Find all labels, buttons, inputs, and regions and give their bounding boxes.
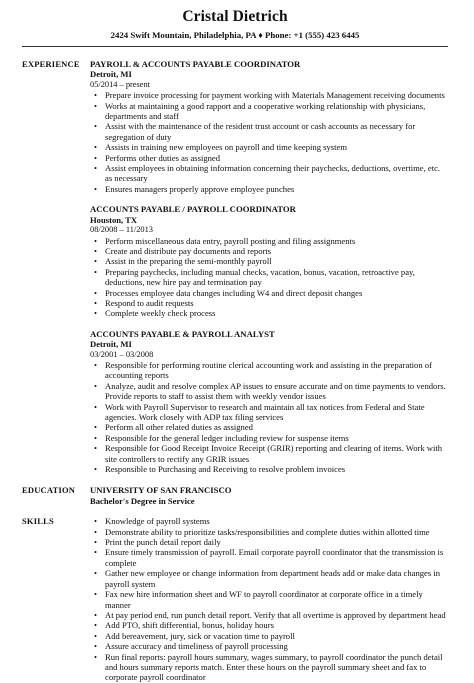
duty-item: • Preparing paychecks, including manual checks, vacation, bonus, vacation, retroactive pay, deductions, new hire pay and termination pay bbox=[90, 267, 448, 288]
job-location: Detroit, MI bbox=[90, 69, 132, 80]
skill-item: • Demonstrate ability to prioritize tasks/responsibilities and complete duties within allotted time bbox=[90, 527, 448, 537]
job-entry bbox=[90, 59, 448, 194]
duty-item: • Prepare invoice processing for payment working with Materials Management receiving documents bbox=[90, 90, 448, 100]
job-title: ACCOUNTS PAYABLE & PAYROLL ANALYST bbox=[90, 328, 275, 339]
job-location: Detroit, MI bbox=[90, 339, 132, 350]
candidate-name: Cristal Dietrich bbox=[182, 8, 288, 25]
duty-item: • Work with Payroll Supervisor to research and maintain all tax notices from Federal and State agencies. Work closely with ADP tax filing services bbox=[90, 402, 448, 423]
duty-item: • Complete weekly check process bbox=[90, 308, 448, 318]
job-title: PAYROLL & ACCOUNTS PAYABLE COORDINATOR bbox=[90, 59, 301, 69]
duty-item: • Responsible for Good Receipt Invoice Receipt (GRIR) reporting and clearing of items. Work with site controllers to rectify any GRIR issues bbox=[90, 443, 448, 464]
education-section bbox=[22, 485, 448, 506]
duty-item: • Responsible to Purchasing and Receiving to resolve problem invoices bbox=[90, 464, 448, 474]
skill-item: • Assure accuracy and timeliness of payroll processing bbox=[90, 641, 448, 651]
degree: Bachelor's Degree in Service bbox=[90, 495, 195, 506]
experience-content bbox=[90, 59, 448, 474]
skill-item: • Gather new employee or change information from department heads add or make data changes in payroll system bbox=[90, 568, 448, 589]
duty-item: • Perform all other related duties as assigned bbox=[90, 422, 448, 432]
duty-item: • Ensures managers properly approve employee punches bbox=[90, 184, 448, 194]
job-dates: 08/2008 – 11/2013 bbox=[90, 225, 153, 235]
duty-item: • Assist with the maintenance of the resident trust account or cash accounts as necessary for segregation of duty bbox=[90, 121, 448, 142]
duty-item: • Responsible for performing routine clerical accounting work and assisting in the preparation of accounting reports bbox=[90, 360, 448, 381]
skill-item: • Add bereavement, jury, sick or vacation time to payroll bbox=[90, 631, 448, 641]
school-name: UNIVERSITY OF SAN FRANCISCO bbox=[90, 485, 232, 496]
job-duties bbox=[90, 90, 448, 194]
job-entry bbox=[90, 329, 448, 475]
job-dates: 05/2014 – present bbox=[90, 79, 151, 89]
job-duties bbox=[90, 360, 448, 474]
duty-item: • Assist in the preparing the semi-monthly payroll bbox=[90, 256, 448, 266]
duty-item: • Respond to audit requests bbox=[90, 298, 448, 308]
job-duties bbox=[90, 236, 448, 319]
skill-item: • Print the punch detail report daily bbox=[90, 537, 448, 547]
skill-item: • Run final reports: payroll hours summary, wages summary, to payroll coordinator the punch detail and hours summary reports match. Enter these hours on the payroll summary sheet and fax to corporate payroll coordinator bbox=[90, 652, 448, 683]
header-divider bbox=[22, 46, 448, 47]
duty-item: • Analyze, audit and resolve complex AP issues to ensure accurate and on time payments to vendors. Provide reports to staff to assist them with weekly vendor issues bbox=[90, 381, 448, 402]
skills-content bbox=[90, 516, 448, 683]
duty-item: • Works at maintaining a good rapport and a cooperative working relationship with physicians, departments and staff bbox=[90, 101, 448, 122]
skills-section bbox=[22, 516, 448, 683]
skills-list bbox=[90, 516, 448, 683]
skill-item: • At pay period end, run punch detail report. Verify that all overtime is approved by department head bbox=[90, 610, 448, 620]
job-dates: 03/2001 – 03/2008 bbox=[90, 349, 154, 359]
job-title: ACCOUNTS PAYABLE / PAYROLL COORDINATOR bbox=[90, 204, 296, 215]
section-label-experience: EXPERIENCE bbox=[22, 59, 80, 69]
skill-item: • Ensure timely transmission of payroll. Email corporate payroll coordinator that the transmission is complete bbox=[90, 547, 448, 568]
education-content bbox=[90, 485, 448, 506]
duty-item: • Assists in training new employees on payroll and time keeping system bbox=[90, 142, 448, 152]
skill-item: • Knowledge of payroll systems bbox=[90, 516, 448, 526]
job-location: Houston, TX bbox=[90, 214, 138, 225]
contact-line: 2424 Swift Mountain, Philadelphia, PA ♦ Phone: +1 (555) 423 6445 bbox=[110, 30, 360, 40]
section-label-skills: SKILLS bbox=[22, 516, 54, 527]
section-label-education: EDUCATION bbox=[22, 485, 76, 496]
skill-item: • Fax new hire information sheet and WF to payroll coordinator at corporate office in a timely manner bbox=[90, 589, 448, 610]
duty-item: • Create and distribute pay documents and reports bbox=[90, 246, 448, 256]
duty-item: • Assist employees in obtaining information concerning their paychecks, deductions, overtime, etc. as necessary bbox=[90, 163, 448, 184]
duty-item: • Perform miscellaneous data entry, payroll posting and filing assignments bbox=[90, 236, 448, 246]
duty-item: • Responsible for the general ledger including review for suspense items bbox=[90, 433, 448, 443]
job-entry bbox=[90, 204, 448, 318]
duty-item: • Processes employee data changes including W4 and direct deposit changes bbox=[90, 288, 448, 298]
experience-section bbox=[22, 59, 448, 474]
skill-item: • Add PTO, shift differential, bonus, holiday hours bbox=[90, 620, 448, 630]
duty-item: • Performs other duties as assigned bbox=[90, 153, 448, 163]
